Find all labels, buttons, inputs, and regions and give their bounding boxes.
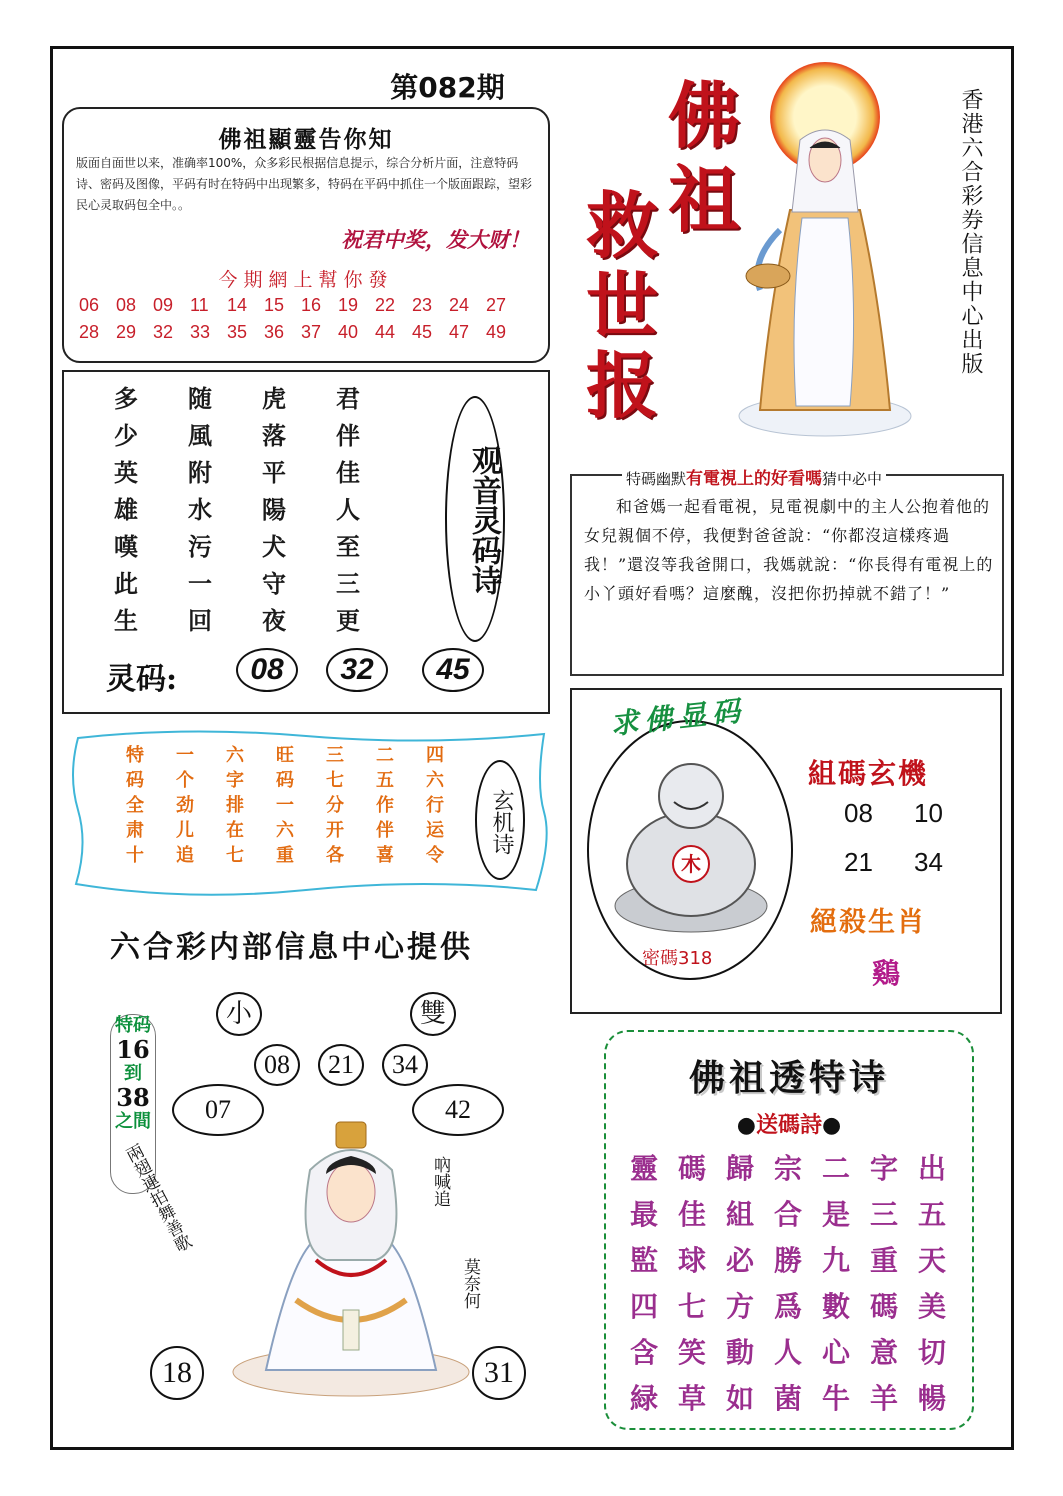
number-item: 06: [79, 295, 100, 315]
teshi-char: 天: [918, 1244, 947, 1277]
number-item: 36: [264, 322, 285, 342]
parity-tag: 雙: [410, 992, 456, 1036]
xuanji-char: 二: [376, 745, 394, 766]
xuanji-char: 全: [126, 795, 144, 816]
teshi-char: 碼: [678, 1152, 707, 1185]
mima-label: 密碼318: [642, 948, 713, 969]
poem-char: 水: [188, 495, 212, 524]
bottom-left-number: 18: [150, 1346, 204, 1400]
poem-char: 陽: [262, 495, 286, 524]
side-verse-left: 兩翅連拍舞善歌: [119, 1141, 194, 1257]
xuanji-char: 六: [276, 820, 294, 841]
teshi-char: 五: [918, 1198, 947, 1231]
poem-char: 至: [336, 532, 360, 561]
xuanji-char: 旺: [276, 745, 294, 766]
teshi-char: 重: [870, 1244, 899, 1277]
number-item: 09: [153, 295, 174, 315]
number-item: 08: [116, 295, 137, 315]
recommended-numbers: [79, 295, 539, 343]
publisher-vertical: 香港六合彩券信息中心出版: [958, 88, 983, 376]
teshi-char: 美: [918, 1290, 947, 1323]
xuanji-char: 重: [276, 845, 294, 866]
zuma-title: 組碼玄機: [808, 757, 929, 790]
xuanji-char: 一: [276, 795, 294, 816]
lingma-number: 08: [236, 648, 298, 692]
guanyin-poem-box: [62, 370, 550, 714]
xuanji-char: 字: [226, 770, 244, 791]
number-item: 27: [486, 295, 507, 315]
teshi-char: 切: [918, 1336, 947, 1369]
teshi-char: 牛: [822, 1382, 851, 1415]
poem-char: 犬: [262, 532, 286, 561]
teshi-char: 宗: [774, 1152, 803, 1185]
songma-label: 送碼詩: [755, 1112, 822, 1138]
teshi-char: 歸: [726, 1152, 755, 1185]
poem-char: 風: [188, 421, 212, 450]
teshi-char: 勝: [774, 1244, 803, 1277]
provider-text: 六合彩内部信息中心提供: [110, 930, 473, 965]
right-oval-number: 42: [412, 1084, 504, 1136]
xuanji-char: 五: [376, 770, 394, 791]
guanyin-illustration: [226, 1100, 476, 1400]
poem-char: 嘆: [114, 532, 138, 561]
qiu-fo-title: 求佛显码: [608, 693, 748, 742]
teshi-title: 佛祖透特诗: [688, 1057, 889, 1099]
top-number: 08: [254, 1044, 300, 1086]
title-char: 报: [585, 343, 658, 428]
net-help-title: 今期網上幫你發: [218, 269, 394, 291]
poem-char: 三: [336, 569, 360, 598]
number-item: 22: [375, 295, 396, 315]
teshi-char: 草: [678, 1382, 707, 1415]
xuanji-char: 十: [126, 845, 144, 866]
number-item: 49: [486, 322, 507, 342]
number-item: 33: [190, 322, 211, 342]
teshi-char: 數: [822, 1290, 851, 1323]
title-char: 救: [585, 183, 658, 268]
xuanji-char: 码: [126, 770, 144, 791]
poem-char: 落: [262, 421, 286, 450]
xuanji-char: 个: [176, 770, 194, 791]
poem-char: 此: [114, 569, 138, 598]
teshi-char: 碼: [870, 1290, 899, 1323]
zuma-number: 34: [914, 847, 943, 877]
intro-body: 版面自面世以来，准确率100%，众多彩民根据信息提示，综合分析片面，注意特码诗、密码及图像，平码有时在特码中出现繁多，特码在平码中抓住一个版面跟踪，望彩民心灵取码包全中。。: [76, 156, 533, 212]
teshi-char: 意: [870, 1336, 899, 1369]
xuanji-char: 各: [326, 845, 344, 866]
poem-char: 平: [262, 458, 286, 487]
xuanji-char: 喜: [376, 845, 394, 866]
poem-char: 污: [188, 532, 212, 561]
songma-subtitle: [606, 1108, 972, 1139]
teshi-char: 九: [822, 1244, 851, 1277]
number-item: 23: [412, 295, 433, 315]
number-item: 11: [190, 295, 209, 315]
laughing-buddha-illustration: [608, 756, 774, 936]
xuanji-char: 开: [326, 820, 344, 841]
poem-char: 多: [114, 384, 138, 413]
number-item: 15: [264, 295, 285, 315]
teshi-char: 佳: [678, 1198, 707, 1231]
left-oval-number: 07: [172, 1084, 264, 1136]
xuanji-char: 运: [426, 820, 444, 841]
teshi-char: 是: [822, 1198, 851, 1231]
lingma-label: 灵码:: [106, 662, 178, 697]
poem-title: 观音灵码诗: [466, 445, 501, 595]
poem-char: 虎: [262, 384, 286, 413]
lingma-number: 45: [422, 648, 484, 692]
xuanji-char: 行: [426, 795, 444, 816]
number-item: 47: [449, 322, 470, 342]
teshi-box: [604, 1030, 974, 1430]
teshi-char: 如: [726, 1382, 755, 1415]
poem-char: 随: [188, 384, 212, 413]
teshi-char: 菌: [774, 1382, 803, 1415]
teshi-char: 七: [678, 1290, 707, 1323]
poem-char: 人: [336, 495, 360, 524]
teshi-char: 球: [678, 1244, 707, 1277]
xuanji-char: 儿: [176, 820, 194, 841]
joke-body: 和爸媽一起看電視，見電視劇中的主人公抱着他的女兒親個不停，我便對爸爸說：“你都沒這樣疼過我！”還沒等我爸開口，我媽就說：“你長得有電視上的小丫頭好看嗎？這麼醜，沒把你扔掉就不錯了！”: [584, 497, 994, 603]
title-char: 佛: [667, 73, 740, 158]
teshi-char: 暢: [918, 1382, 947, 1415]
poem-char: 附: [188, 458, 212, 487]
teima-label: 特码: [115, 1015, 151, 1036]
xuanji-char: 一: [176, 745, 194, 766]
zuma-number: 08: [844, 798, 873, 828]
title-char: 祖: [667, 157, 740, 242]
teshi-char: 出: [918, 1152, 947, 1185]
teshi-char: 三: [870, 1198, 899, 1231]
xuanji-char: 在: [226, 820, 244, 841]
teshi-char: 最: [630, 1198, 659, 1231]
side-verse-right-2: 莫奈何: [460, 1258, 480, 1309]
joke-header-title: 有電視上的好看嗎: [686, 469, 823, 489]
xuanji-char: 特: [126, 745, 144, 766]
teshi-char: 靈: [630, 1152, 659, 1185]
side-verse-right-1: 吶喊追: [430, 1156, 450, 1207]
teshi-char: 監: [630, 1244, 659, 1277]
xuanji-char: 分: [326, 795, 344, 816]
teshi-char: 四: [630, 1290, 659, 1323]
poem-char: 守: [262, 569, 286, 598]
joke-box: [570, 469, 1004, 676]
xuanji-char: 追: [176, 845, 194, 866]
teshi-char: 人: [774, 1336, 803, 1369]
poem-char: 佳: [336, 458, 360, 487]
number-item: 45: [412, 322, 433, 342]
number-item: 35: [227, 322, 248, 342]
poem-char: 君: [336, 384, 360, 413]
zuma-numbers: [844, 798, 984, 878]
joke-header: [622, 464, 886, 489]
teima-to: 38: [116, 1083, 150, 1112]
teshi-char: 字: [870, 1152, 899, 1185]
intro-title: 佛祖顯靈告你知: [218, 126, 394, 153]
title-char: 世: [585, 263, 658, 348]
jueshi-label: 絕殺生肖: [810, 907, 926, 938]
number-item: 40: [338, 322, 359, 342]
teshi-char: 動: [726, 1336, 755, 1369]
xuanji-char: 三: [326, 745, 344, 766]
xuanji-char: 七: [226, 845, 244, 866]
teshi-char: 組: [726, 1198, 755, 1231]
number-item: 37: [301, 322, 322, 342]
zuma-box: [570, 688, 1002, 1014]
xuanji-char: 伴: [376, 820, 394, 841]
zuma-number: 10: [914, 798, 943, 828]
number-item: 24: [449, 295, 470, 315]
issue-number: 第082期: [390, 71, 505, 104]
xuanji-char: 四: [426, 745, 444, 766]
poem-char: 回: [188, 606, 212, 635]
teshi-char: 必: [726, 1244, 755, 1277]
teshi-char: 羊: [870, 1382, 899, 1415]
teshi-char: 含: [630, 1336, 659, 1369]
xuanji-char: 七: [326, 770, 344, 791]
number-item: 44: [375, 322, 396, 342]
teshi-char: 笑: [678, 1336, 707, 1369]
number-item: 14: [227, 295, 248, 315]
standing-buddha-illustration: [730, 100, 940, 440]
poem-char: 英: [114, 458, 138, 487]
number-item: 19: [338, 295, 359, 315]
xuanji-char: 肃: [126, 820, 144, 841]
poem-char: 生: [114, 606, 138, 635]
xuanji-poem-grid: [126, 745, 476, 867]
number-item: 28: [79, 322, 100, 342]
jueshi-animal: 鷄: [872, 957, 901, 990]
poem-char: 夜: [262, 606, 286, 635]
size-tag: 小: [216, 992, 262, 1036]
bottom-right-number: 31: [472, 1346, 526, 1400]
joke-header-pre: 特碼幽默: [626, 470, 687, 488]
number-item: 29: [116, 322, 137, 342]
bullet-icon: ●: [736, 1112, 756, 1138]
poem-char: 雄: [114, 495, 138, 524]
teshi-char: 二: [822, 1152, 851, 1185]
xuanji-title: 玄机诗: [489, 789, 514, 855]
teima-to-label: 到: [124, 1063, 142, 1084]
teshi-char: 心: [822, 1336, 851, 1369]
poem-char: 少: [114, 421, 138, 450]
xuanji-char: 排: [226, 795, 244, 816]
teshi-char: 爲: [774, 1290, 803, 1323]
lingma-number: 32: [326, 648, 388, 692]
xuanji-char: 码: [276, 770, 294, 791]
xuanji-char: 六: [226, 745, 244, 766]
zuma-number: 21: [844, 847, 873, 877]
xuanji-char: 六: [426, 770, 444, 791]
number-item: 16: [301, 295, 322, 315]
poem-grid: [114, 386, 410, 634]
xuanji-char: 作: [376, 795, 394, 816]
wish-text: 祝君中奖，发大财！: [341, 227, 530, 252]
title-column-2: [582, 183, 662, 428]
teshi-char: 方: [726, 1290, 755, 1323]
poem-char: 一: [188, 569, 212, 598]
intro-box: [62, 107, 550, 363]
top-number: 21: [318, 1044, 364, 1086]
joke-header-post: 猜中必中: [822, 470, 883, 488]
top-number: 34: [382, 1044, 428, 1086]
xuanji-char: 令: [426, 845, 444, 866]
xuanji-char: 劲: [176, 795, 194, 816]
teima-tail: 之間: [115, 1111, 151, 1132]
wood-element-label: 木: [681, 852, 701, 876]
teima-from: 16: [116, 1035, 150, 1064]
number-item: 32: [153, 322, 174, 342]
teshi-char: 緑: [630, 1382, 659, 1415]
teshi-poem-grid: [630, 1154, 966, 1414]
bullet-icon: ●: [822, 1112, 842, 1138]
poem-char: 伴: [336, 421, 360, 450]
poem-char: 更: [336, 606, 360, 635]
teshi-char: 合: [774, 1198, 803, 1231]
